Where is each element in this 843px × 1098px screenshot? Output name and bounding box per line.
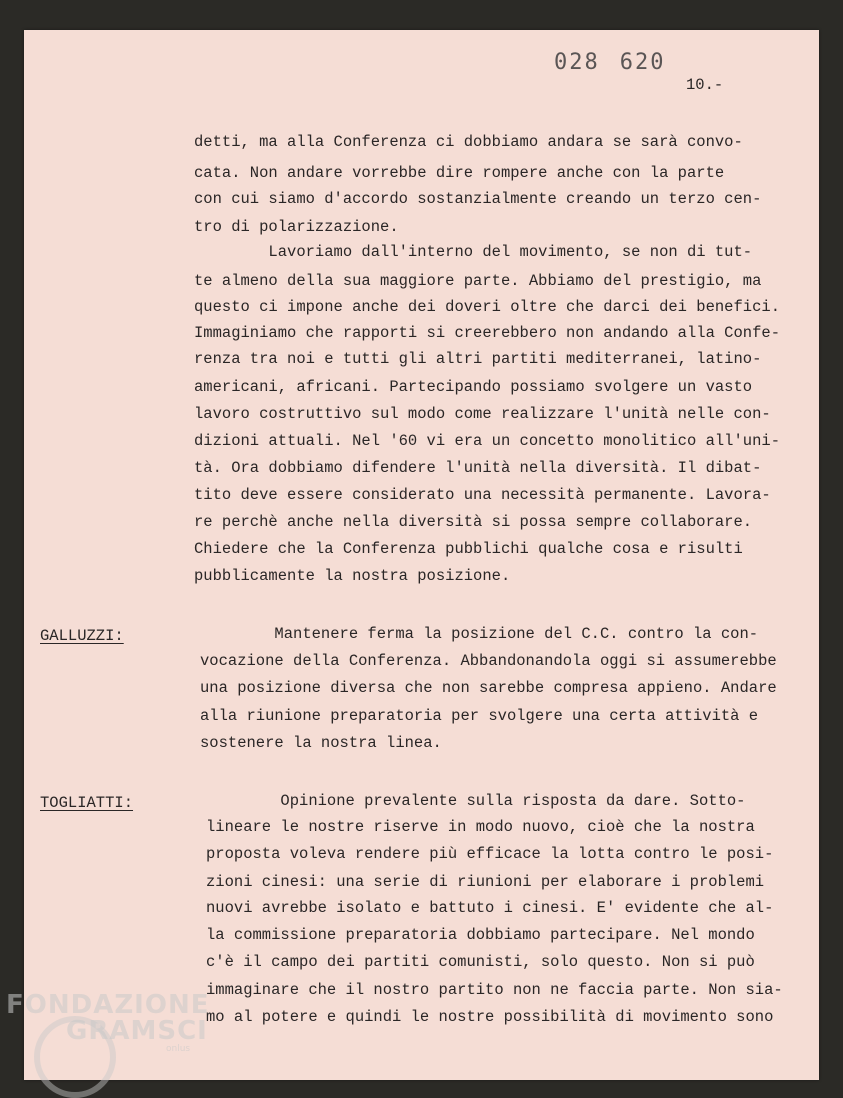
page-number: 10.- bbox=[686, 76, 724, 94]
galluzzi-line: alla riunione preparatoria per svolgere una certa attività e bbox=[200, 707, 759, 725]
togliatti-line: Opinione prevalente sulla risposta da dare. Sotto- bbox=[206, 792, 746, 810]
body-line: tà. Ora dobbiamo difendere l'unità nella diversità. Il dibat- bbox=[194, 459, 762, 477]
togliatti-line: la commissione preparatoria dobbiamo partecipare. Nel mondo bbox=[206, 926, 755, 944]
togliatti-line: nuovi avrebbe isolato e battuto i cinesi. E' evidente che al- bbox=[206, 899, 774, 917]
togliatti-line: immaginare che il nostro partito non ne faccia parte. Non sia- bbox=[206, 981, 783, 999]
togliatti-line: c'è il campo dei partiti comunisti, solo questo. Non si può bbox=[206, 953, 755, 971]
togliatti-line: mo al potere e quindi le nostre possibilità di movimento sono bbox=[206, 1008, 774, 1026]
body-line: re perchè anche nella diversità si possa sempre collaborare. bbox=[194, 513, 753, 531]
galluzzi-line: una posizione diversa che non sarebbe compresa appieno. Andare bbox=[200, 679, 777, 697]
body-line: Lavoriamo dall'interno del movimento, se non di tut- bbox=[194, 243, 753, 261]
body-line: cata. Non andare vorrebbe dire rompere anche con la parte bbox=[194, 164, 725, 182]
watermark-line1: FONDAZIONE bbox=[6, 990, 210, 1020]
body-line: lavoro costruttivo sul modo come realizzare l'unità nelle con- bbox=[194, 405, 771, 423]
watermark-fondazione-gramsci bbox=[6, 990, 209, 1054]
watermark-line3: onlus bbox=[166, 1044, 191, 1054]
speaker-togliatti: TOGLIATTI: bbox=[40, 794, 134, 812]
watermark-line2: GRAMSCI bbox=[66, 1016, 208, 1046]
speaker-galluzzi: GALLUZZI: bbox=[40, 627, 124, 645]
body-line: tro di polarizzazione. bbox=[194, 218, 399, 236]
body-line: te almeno della sua maggiore parte. Abbiamo del prestigio, ma bbox=[194, 272, 762, 290]
body-line: renza tra noi e tutti gli altri partiti mediterranei, latino- bbox=[194, 350, 762, 368]
galluzzi-line: Mantenere ferma la posizione del C.C. contro la con- bbox=[200, 625, 759, 643]
body-line: dizioni attuali. Nel '60 vi era un concetto monolitico all'uni- bbox=[194, 432, 780, 450]
togliatti-line: lineare le nostre riserve in modo nuovo, cioè che la nostra bbox=[206, 818, 755, 836]
body-line: detti, ma alla Conferenza ci dobbiamo andara se sarà convo- bbox=[194, 133, 743, 151]
body-line: Immaginiamo che rapporti si creerebbero non andando alla Confe- bbox=[194, 324, 780, 342]
galluzzi-line: sostenere la nostra linea. bbox=[200, 734, 442, 752]
archive-number-a: 028 bbox=[554, 50, 600, 75]
body-line: tito deve essere considerato una necessità permanente. Lavora- bbox=[194, 486, 771, 504]
archive-stamp-number bbox=[554, 50, 686, 75]
body-line: questo ci impone anche dei doveri oltre che darci dei benefici. bbox=[194, 298, 780, 316]
galluzzi-line: vocazione della Conferenza. Abbandonandola oggi si assumerebbe bbox=[200, 652, 777, 670]
body-line: americani, africani. Partecipando possiamo svolgere un vasto bbox=[194, 378, 753, 396]
body-line: con cui siamo d'accordo sostanzialmente creando un terzo cen- bbox=[194, 190, 762, 208]
body-line: pubblicamente la nostra posizione. bbox=[194, 567, 511, 585]
body-line: Chiedere che la Conferenza pubblichi qualche cosa e risulti bbox=[194, 540, 743, 558]
archive-number-b: 620 bbox=[619, 50, 666, 75]
togliatti-line: zioni cinesi: una serie di riunioni per elaborare i problemi bbox=[206, 873, 765, 891]
document-page bbox=[24, 30, 819, 1080]
togliatti-line: proposta voleva rendere più efficace la lotta contro le posi- bbox=[206, 845, 774, 863]
